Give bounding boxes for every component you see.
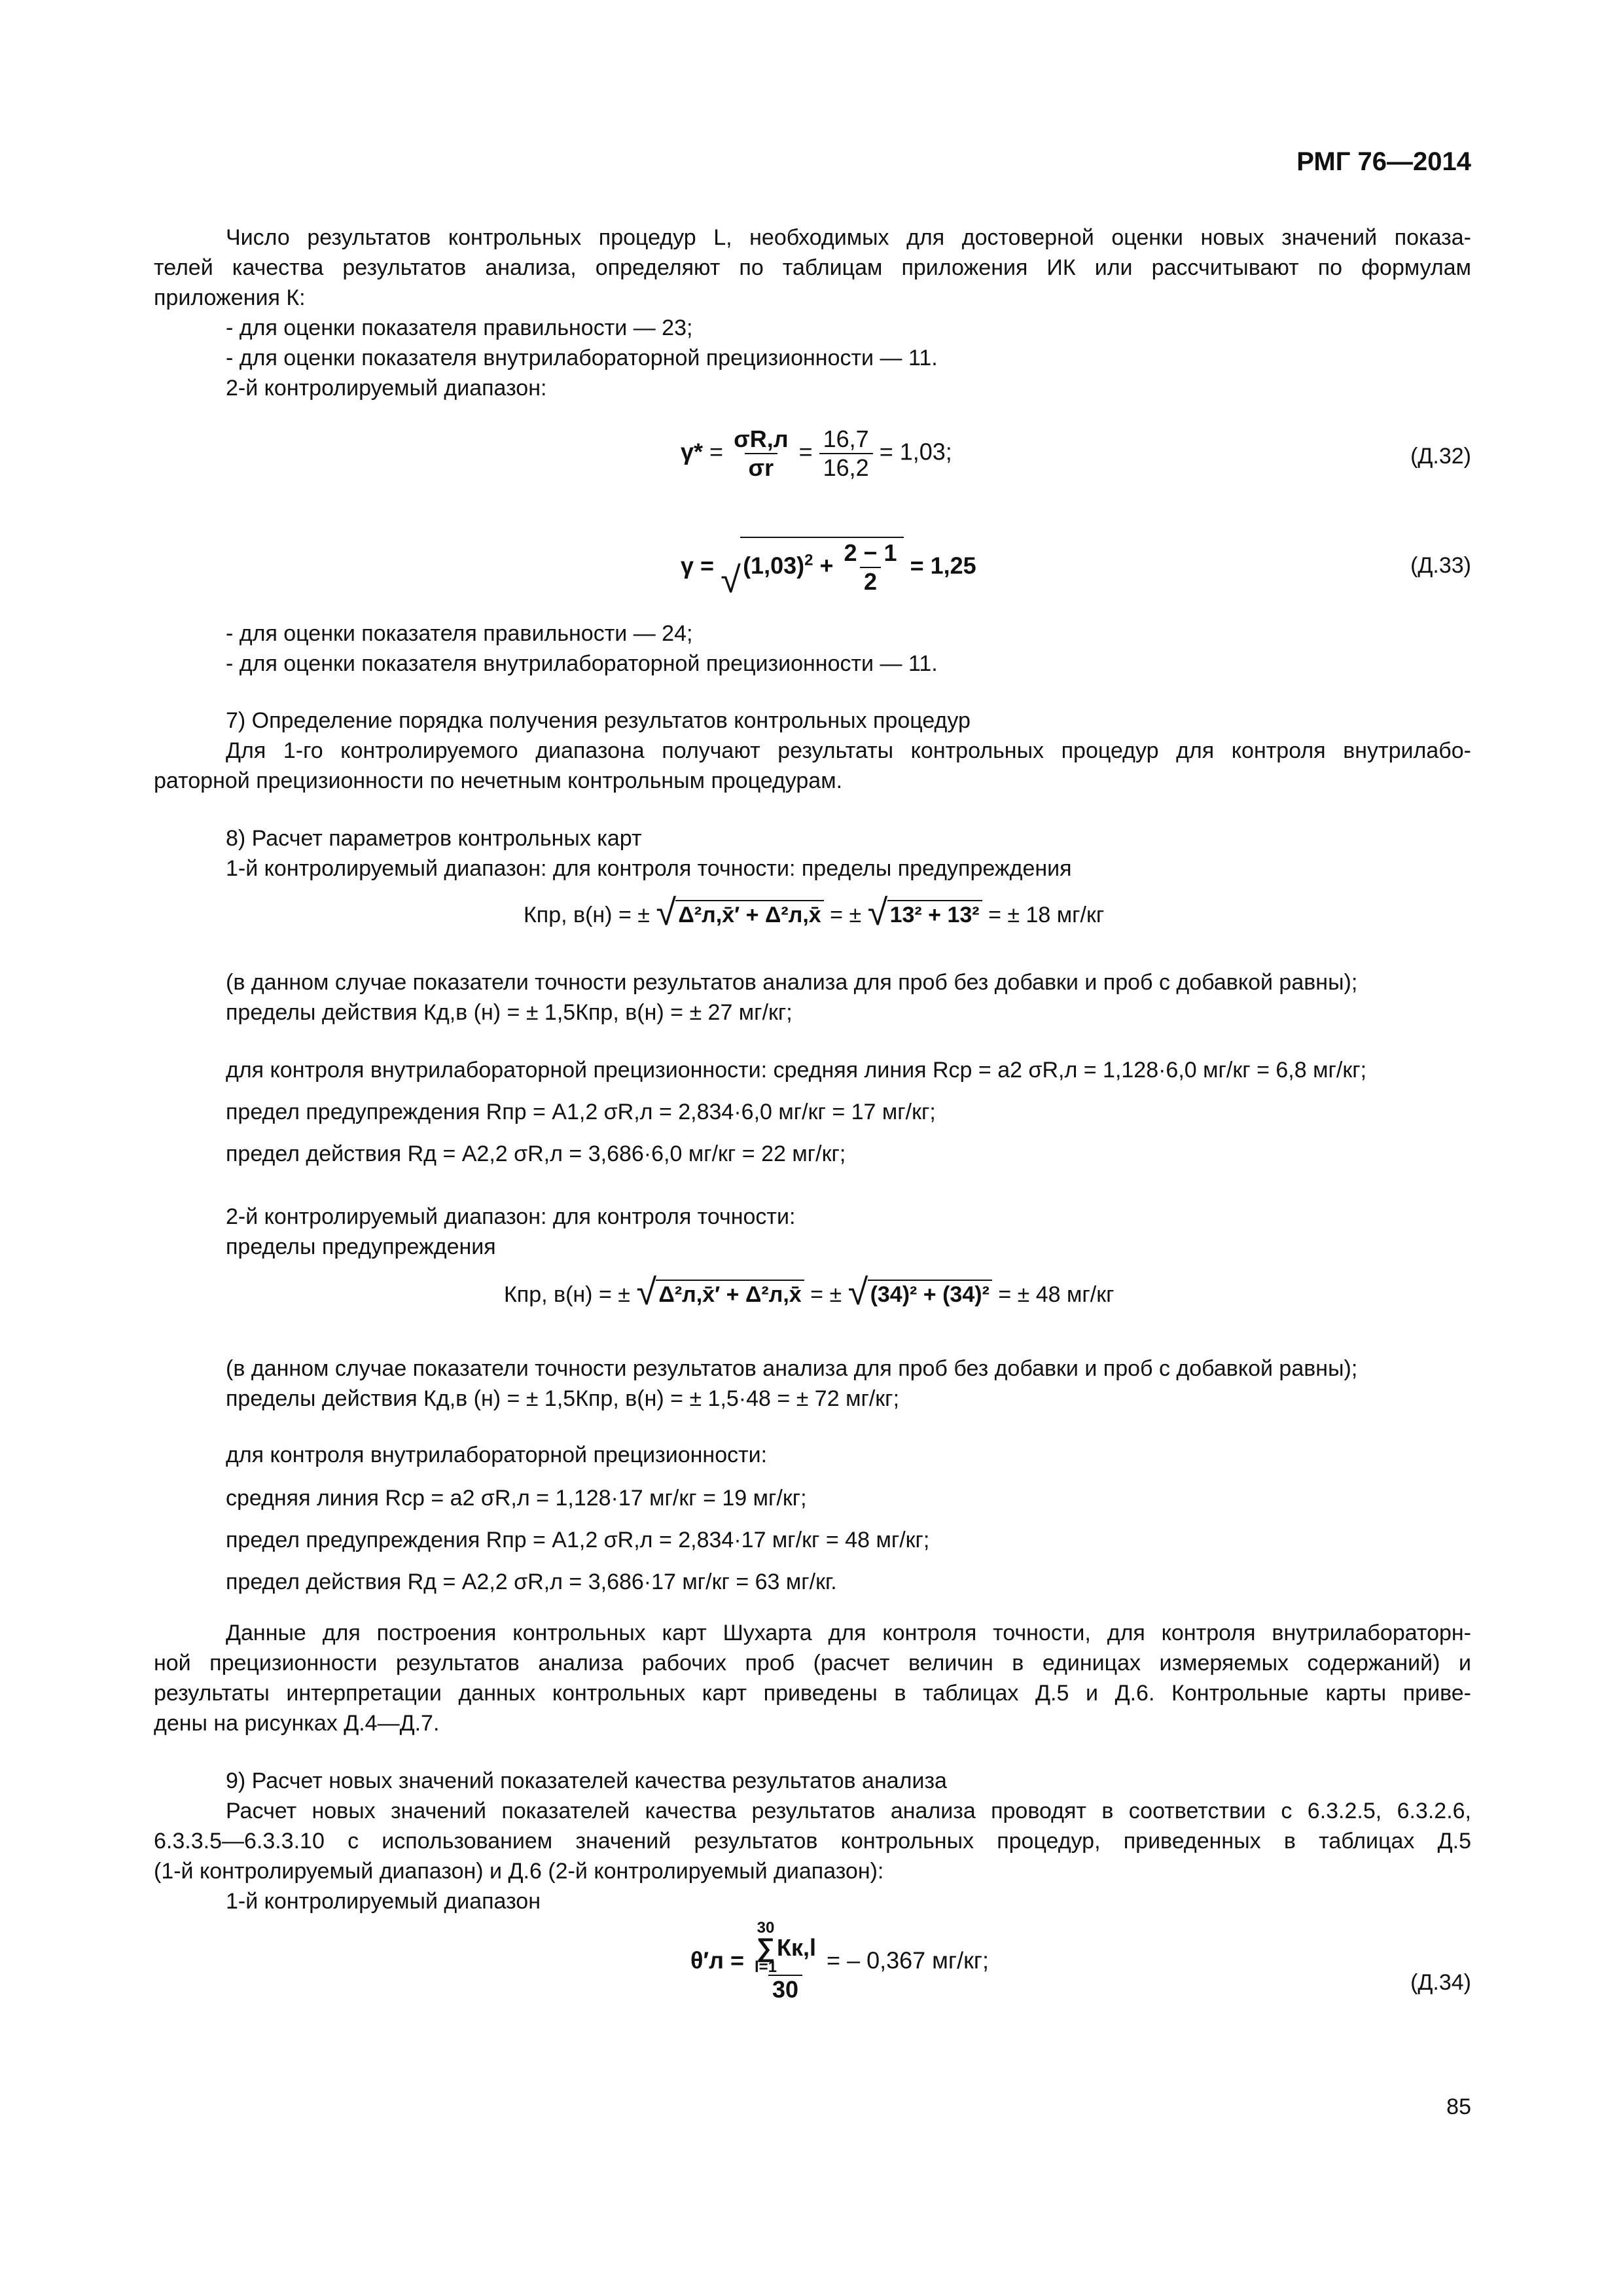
equation-d32: γ* = $\frac{\sigma R,л}{\sigma r}$ = $\frac{16,7}{16,2}$ = 1,03; (Д.32)	[681, 425, 1471, 481]
sum-lower-limit: l=1	[755, 1958, 777, 1976]
text-line: для контроля внутрилабораторной прецизионности: средняя линия Rср = a2 σR,л = 1,128·6,0 мг/кг = 6,8 мг/кг;	[226, 1058, 1367, 1083]
formula-radicand: 13² + 13²	[887, 900, 982, 928]
document-header: РМГ 76—2014	[1296, 147, 1471, 176]
list-item: - для оценки показателя внутрилабораторной прецизионности — 11.	[226, 651, 938, 676]
equation-number: (Д.32)	[1410, 444, 1471, 469]
text-line: 2-й контролируемый диапазон:	[226, 376, 547, 401]
formula-lhs: Кпр, в(н) = ±	[524, 903, 650, 927]
text-line: (1-й контролируемый диапазон) и Д.6 (2-й контролируемый диапазон):	[154, 1859, 884, 1884]
formula-mid: = ±	[810, 1282, 842, 1307]
text-line: предел действия Rд = A2,2 σR,л = 3,686·17 мг/кг = 63 мг/кг.	[226, 1570, 837, 1594]
equation-number: (Д.33)	[1410, 553, 1471, 578]
list-item: - для оценки показателя правильности — 24;	[226, 621, 693, 646]
eq-num-value: 16,7	[823, 425, 869, 452]
text-line: пределы действия Кд,в (н) = ± 1,5Кпр, в(н) = ± 27 мг/кг;	[226, 1000, 793, 1025]
formula-k1: Кпр, в(н) = ± √ Δ²л,x̄′ + Δ²л,x̄ = ± √ 13² + 13² = ± 18 мг/кг	[524, 891, 1105, 933]
eq-result: = 1,03;	[879, 438, 952, 465]
text-line: предел предупреждения Rпр = A1,2 σR,л = 2,834·17 мг/кг = 48 мг/кг;	[226, 1528, 930, 1552]
sum-body: Кк,l	[777, 1934, 817, 1961]
text-line: пределы действия Кд,в (н) = ± 1,5Кпр, в(н) = ± 1,5·48 = ± 72 мг/кг;	[226, 1386, 900, 1411]
text-line: для контроля внутрилабораторной прецизионности:	[226, 1443, 768, 1467]
text-line: 6.3.3.5—6.3.3.10 с использованием значений результатов контрольных процедур, приведенных в таблицах Д.5	[154, 1829, 1471, 1854]
formula-mid: = ±	[830, 903, 862, 927]
eq-result: = – 0,367 мг/кг;	[827, 1946, 989, 1974]
eq-frac-den: 2	[860, 567, 881, 596]
section-title: 7) Определение порядка получения результатов контрольных процедур	[226, 708, 971, 733]
text-line: Расчет новых значений показателей качества результатов анализа проводят в соответствии с 6.3.2.5, 6.3.2.6,	[226, 1799, 1471, 1823]
eq-lhs: γ*	[681, 438, 704, 465]
text-line: (в данном случае показатели точности результатов анализа для проб без добавки и проб с добавкой равны);	[226, 970, 1358, 995]
eq-den-symbol: σr	[745, 453, 778, 482]
section-title: 9) Расчет новых значений показателей качества результатов анализа	[226, 1768, 947, 1793]
text-line: Для 1-го контролируемого диапазона получают результаты контрольных процедур для контроля внутрилабо-	[226, 738, 1471, 763]
equation-d34	[154, 1921, 1471, 2032]
text-line: 1-й контролируемый диапазон	[226, 1889, 541, 1914]
formula-radicand: Δ²л,x̄′ + Δ²л,x̄	[656, 1280, 804, 1308]
text-line: Данные для построения контрольных карт Шухарта для контроля точности, для контроля внутрилабораторн-	[226, 1621, 1471, 1645]
text-line: раторной прецизионности по нечетным контрольным процедурам.	[154, 768, 843, 793]
text-line: ной прецизионности результатов анализа рабочих проб (расчет величин в единицах измеряемых содержаний) и	[154, 1651, 1471, 1676]
eq-frac-num: 2 − 1	[844, 539, 897, 566]
formula-result: = ± 48 мг/кг	[998, 1282, 1115, 1307]
formula-radicand: (34)² + (34)²	[868, 1280, 992, 1308]
formula-k2: Кпр, в(н) = ± √ Δ²л,x̄′ + Δ²л,x̄ = ± √ (34)² + (34)² = ± 48 мг/кг	[504, 1271, 1115, 1312]
section-title: 8) Расчет параметров контрольных карт	[226, 826, 642, 851]
text-line: результаты интерпретации данных контрольных карт приведены в таблицах Д.5 и Д.6. Контрольные карты приве-	[154, 1681, 1471, 1706]
sum-sign: ∑	[756, 1933, 776, 1962]
text-line: 1-й контролируемый диапазон: для контроля точности: пределы предупреждения	[226, 856, 1072, 881]
text-line: Число результатов контрольных процедур L, необходимых для достоверной оценки новых значений показа-	[226, 225, 1471, 250]
equation-number: (Д.34)	[1410, 1970, 1471, 1995]
text-line: предел предупреждения Rпр = A1,2 σR,л = 2,834·6,0 мг/кг = 17 мг/кг;	[226, 1100, 936, 1124]
text-line: предел действия Rд = A2,2 σR,л = 3,686·6,0 мг/кг = 22 мг/кг;	[226, 1141, 846, 1166]
eq-den: 30	[768, 1975, 802, 2003]
eq-den-value: 16,2	[819, 453, 873, 482]
text-line: (в данном случае показатели точности результатов анализа для проб без добавки и проб с добавкой равны);	[226, 1356, 1358, 1381]
equation-d33: γ = √ $(1,03)^2$ + $\frac{2 - 1}{2}$ = 1,25 (Д.33)	[154, 533, 1471, 625]
page-number: 85	[1446, 2094, 1471, 2119]
text-line: 2-й контролируемый диапазон: для контроля точности:	[226, 1204, 796, 1229]
text-line: пределы предупреждения	[226, 1234, 496, 1259]
list-item: - для оценки показателя правильности — 23;	[226, 315, 693, 340]
text-line: дены на рисунках Д.4—Д.7.	[154, 1711, 440, 1736]
eq-lhs: γ =	[681, 552, 715, 579]
eq-result: = 1,25	[910, 552, 976, 579]
list-item: - для оценки показателя внутрилабораторной прецизионности — 11.	[226, 346, 938, 370]
formula-radicand: Δ²л,x̄′ + Δ²л,x̄	[675, 900, 823, 928]
text-line: средняя линия Rср = a2 σR,л = 1,128·17 мг/кг = 19 мг/кг;	[226, 1486, 807, 1511]
text-line: телей качества результатов анализа, определяют по таблицам приложения ИК или рассчитывают по формулам	[154, 255, 1471, 280]
formula-result: = ± 18 мг/кг	[988, 903, 1105, 927]
text-line: приложения К:	[154, 285, 306, 310]
eq-num-symbol: σR,л	[734, 425, 789, 452]
sum-upper-limit: 30	[757, 1919, 775, 1937]
eq-lhs: θ′л =	[690, 1946, 744, 1974]
formula-lhs: Кпр, в(н) = ±	[504, 1282, 630, 1307]
